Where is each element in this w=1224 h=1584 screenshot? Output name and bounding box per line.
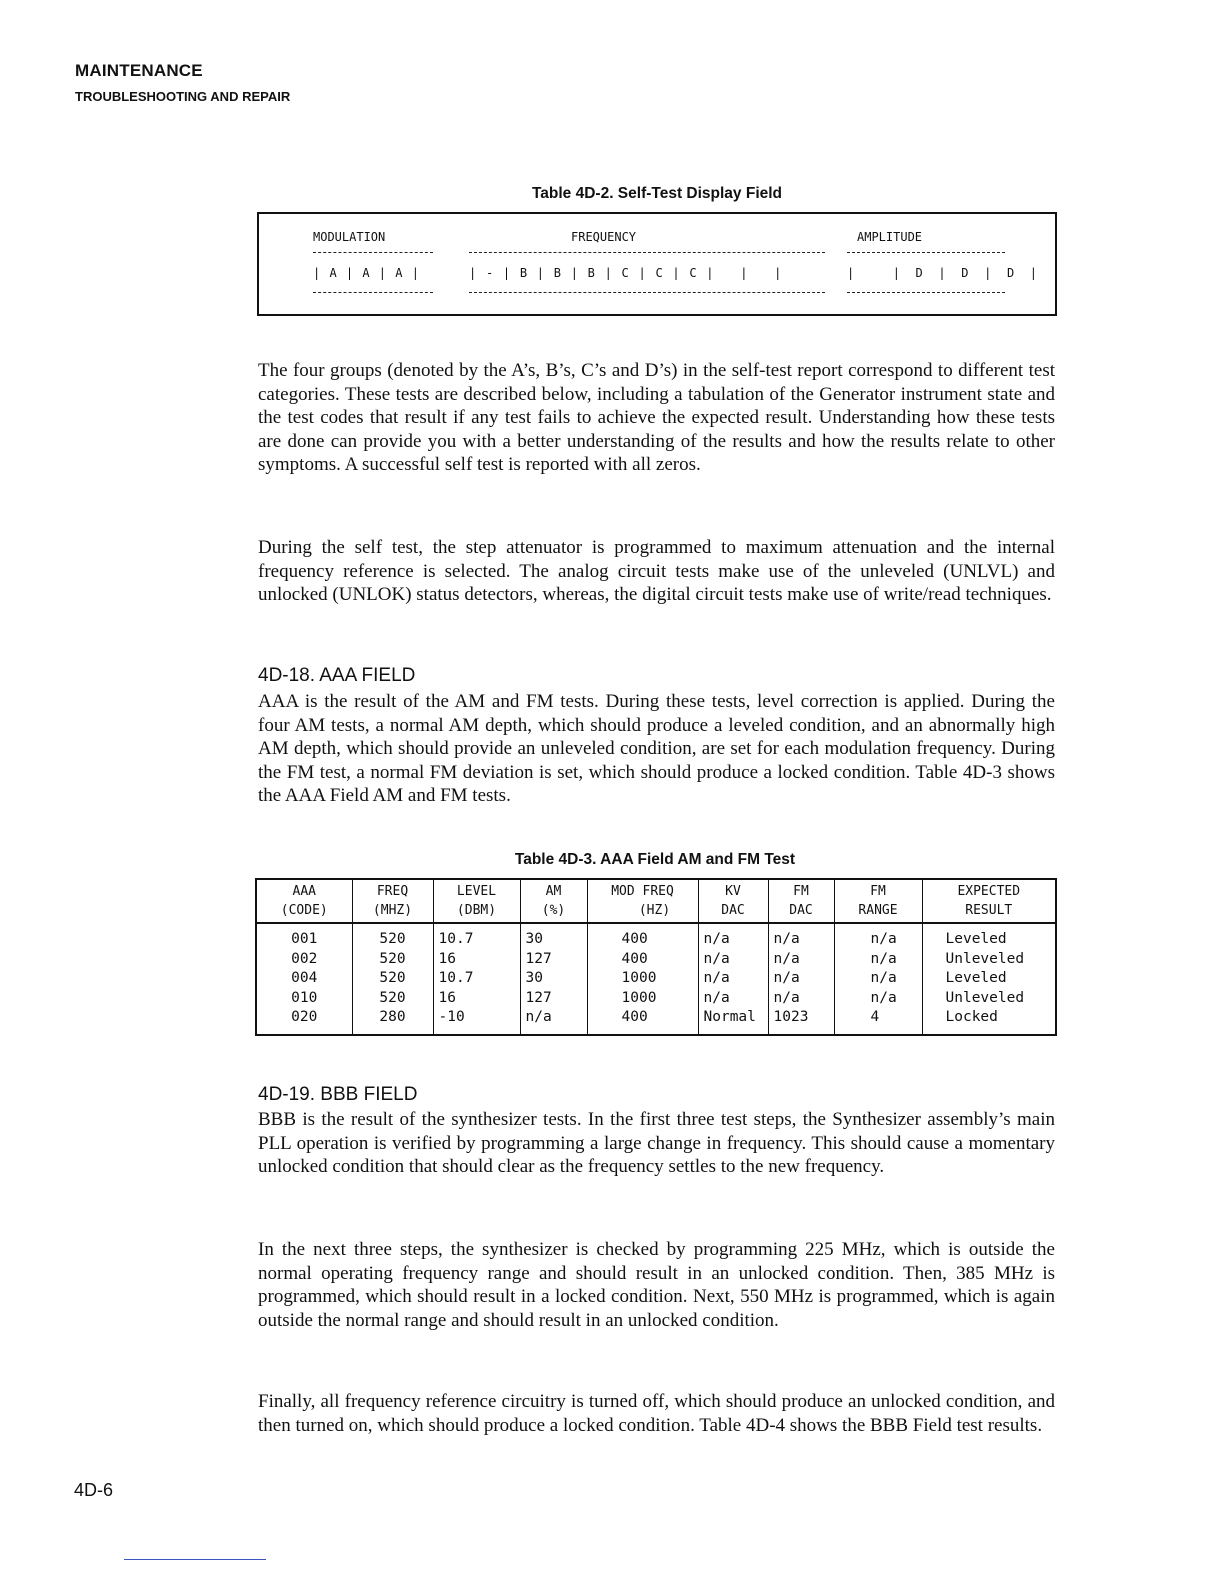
- subsection-title: TROUBLESHOOTING AND REPAIR: [75, 89, 291, 104]
- paragraph-aaa-field: AAA is the result of the AM and FM tests. During these tests, level correction is applied. During the four AM tests, a normal AM depth, which should produce a leveled condition, and an abnormally high AM depth, which should provide an unleveled condition, are set for each modulation frequency. During the FM test, a normal FM deviation is set, which should produce a locked condition. Table 4D-3 shows the AAA Field AM and FM tests.: [258, 691, 1055, 807]
- paragraph-synthesizer-steps: In the next three steps, the synthesizer is checked by programming 225 MHz, which is outside the normal operating frequency range and should result in an unlocked condition. Then, 385 MHz is programmed, which should result in a locked condition. Next, 550 MHz is programmed, which is again outside the normal range and should result in an unlocked condition.: [258, 1239, 1055, 1331]
- cell: 010: [291, 989, 318, 1006]
- cell: 001: [291, 931, 318, 947]
- col-header-freq: FREQ (MHZ): [352, 879, 433, 923]
- table-row: [256, 950, 1056, 970]
- col-header-level: LEVEL (DBM): [433, 879, 520, 923]
- footer-divider: [124, 1559, 266, 1560]
- cell: -10: [433, 1008, 520, 1035]
- cell: 127: [520, 950, 587, 970]
- table-header-row: [256, 879, 1056, 923]
- aaa-field-test-table: [255, 878, 1057, 1036]
- cell: Leveled: [922, 969, 1056, 989]
- section-title: MAINTENANCE: [75, 61, 203, 80]
- table-row: [256, 969, 1056, 989]
- section-heading-4d18: 4D-18. AAA FIELD: [258, 665, 416, 686]
- cell: 020: [291, 1009, 318, 1025]
- cell: n/a: [834, 950, 922, 970]
- divider: [847, 252, 1005, 253]
- cell: 400: [587, 1008, 698, 1035]
- cell: 4: [834, 1008, 922, 1035]
- section-heading-4d19: 4D-19. BBB FIELD: [258, 1084, 418, 1105]
- cell: 10.7: [433, 923, 520, 950]
- table-row: [256, 989, 1056, 1009]
- cell: n/a: [698, 923, 768, 950]
- cell: 400: [587, 950, 698, 970]
- cell: 280: [352, 1008, 433, 1035]
- col-header-am: AM (%): [520, 879, 587, 923]
- divider: [847, 292, 1005, 293]
- cell: n/a: [834, 969, 922, 989]
- cell: Unleveled: [922, 950, 1056, 970]
- modulation-label: MODULATION: [313, 230, 386, 244]
- divider: [313, 292, 433, 293]
- frequency-label: FREQUENCY: [571, 230, 637, 244]
- cell: n/a: [834, 923, 922, 950]
- divider: [469, 292, 825, 293]
- cell: n/a: [768, 969, 834, 989]
- cell: 1000: [587, 969, 698, 989]
- table-4d3-caption: Table 4D-3. AAA Field AM and FM Test: [514, 851, 796, 868]
- cell: 520: [352, 989, 433, 1009]
- cell: 30: [520, 969, 587, 989]
- cell: 30: [520, 923, 587, 950]
- paragraph-test-groups: The four groups (denoted by the A’s, B’s, C’s and D’s) in the self-test report correspond to different test categories. These tests are described below, including a tabulation of the Generator instrument state and the test codes that result if any test fails to achieve the expected result. Understanding how these tests are done can provide you with a better understanding of the results and how the results relate to other symptoms. A successful self test is reported with all zeros.: [258, 360, 1055, 476]
- cell: n/a: [698, 989, 768, 1009]
- cell: n/a: [768, 923, 834, 950]
- table-row: [256, 1008, 1056, 1035]
- cell: Unleveled: [922, 989, 1056, 1009]
- paragraph-frequency-reference: Finally, all frequency reference circuitry is turned off, which should produce an unlocked condition, and then turned on, which should produce a locked condition. Table 4D-4 shows the BBB Field test results.: [258, 1391, 1055, 1436]
- paragraph-bbb-field: BBB is the result of the synthesizer tests. In the first three test steps, the Synthesizer assembly’s main PLL operation is verified by programming a large change in frequency. This should cause a momentary unlocked condition that should clear as the frequency settles to the new frequency.: [258, 1109, 1055, 1178]
- col-header-expected-result: EXPECTED RESULT: [922, 879, 1056, 923]
- page-number: 4D-6: [74, 1480, 114, 1500]
- col-header-kv-dac: KV DAC: [698, 879, 768, 923]
- cell: n/a: [698, 969, 768, 989]
- cell: Locked: [922, 1008, 1056, 1035]
- divider: [469, 252, 825, 253]
- self-test-display-field-table: [257, 212, 1057, 316]
- cell: n/a: [698, 950, 768, 970]
- col-header-fm-dac: FM DAC: [768, 879, 834, 923]
- cell: 127: [520, 989, 587, 1009]
- cell: 10.7: [433, 969, 520, 989]
- cell: n/a: [768, 989, 834, 1009]
- amplitude-label: AMPLITUDE: [857, 230, 923, 244]
- table-4d2-caption: Table 4D-2. Self-Test Display Field: [531, 185, 783, 202]
- cell: 520: [352, 950, 433, 970]
- cell: n/a: [768, 950, 834, 970]
- frequency-cells: | - | B | B | B | C | C | C | | |: [469, 266, 783, 280]
- modulation-cells: | A | A | A |: [313, 266, 420, 280]
- col-header-mod-freq: MOD FREQ (HZ): [587, 879, 698, 923]
- col-header-code: AAA (CODE): [256, 879, 352, 923]
- cell: n/a: [834, 989, 922, 1009]
- cell: 520: [352, 969, 433, 989]
- amplitude-cells: | | D | D | D |: [847, 266, 1042, 280]
- cell: Normal: [698, 1008, 768, 1035]
- cell: 16: [433, 989, 520, 1009]
- cell: 400: [587, 923, 698, 950]
- cell: 004: [291, 970, 318, 986]
- cell: 002: [291, 950, 318, 967]
- cell: 520: [352, 923, 433, 950]
- cell: 1000: [587, 989, 698, 1009]
- table-row: [256, 923, 1056, 950]
- divider: [313, 252, 433, 253]
- cell: 16: [433, 950, 520, 970]
- cell: Leveled: [922, 923, 1056, 950]
- col-header-fm-range: FM RANGE: [834, 879, 922, 923]
- cell: n/a: [520, 1008, 587, 1035]
- paragraph-self-test-setup: During the self test, the step attenuator is programmed to maximum attenuation and the internal frequency reference is selected. The analog circuit tests make use of the unleveled (UNLVL) and unlocked (UNLOK) status detectors, whereas, the digital circuit tests make use of write/read techniques.: [258, 537, 1055, 606]
- cell: 1023: [768, 1008, 834, 1035]
